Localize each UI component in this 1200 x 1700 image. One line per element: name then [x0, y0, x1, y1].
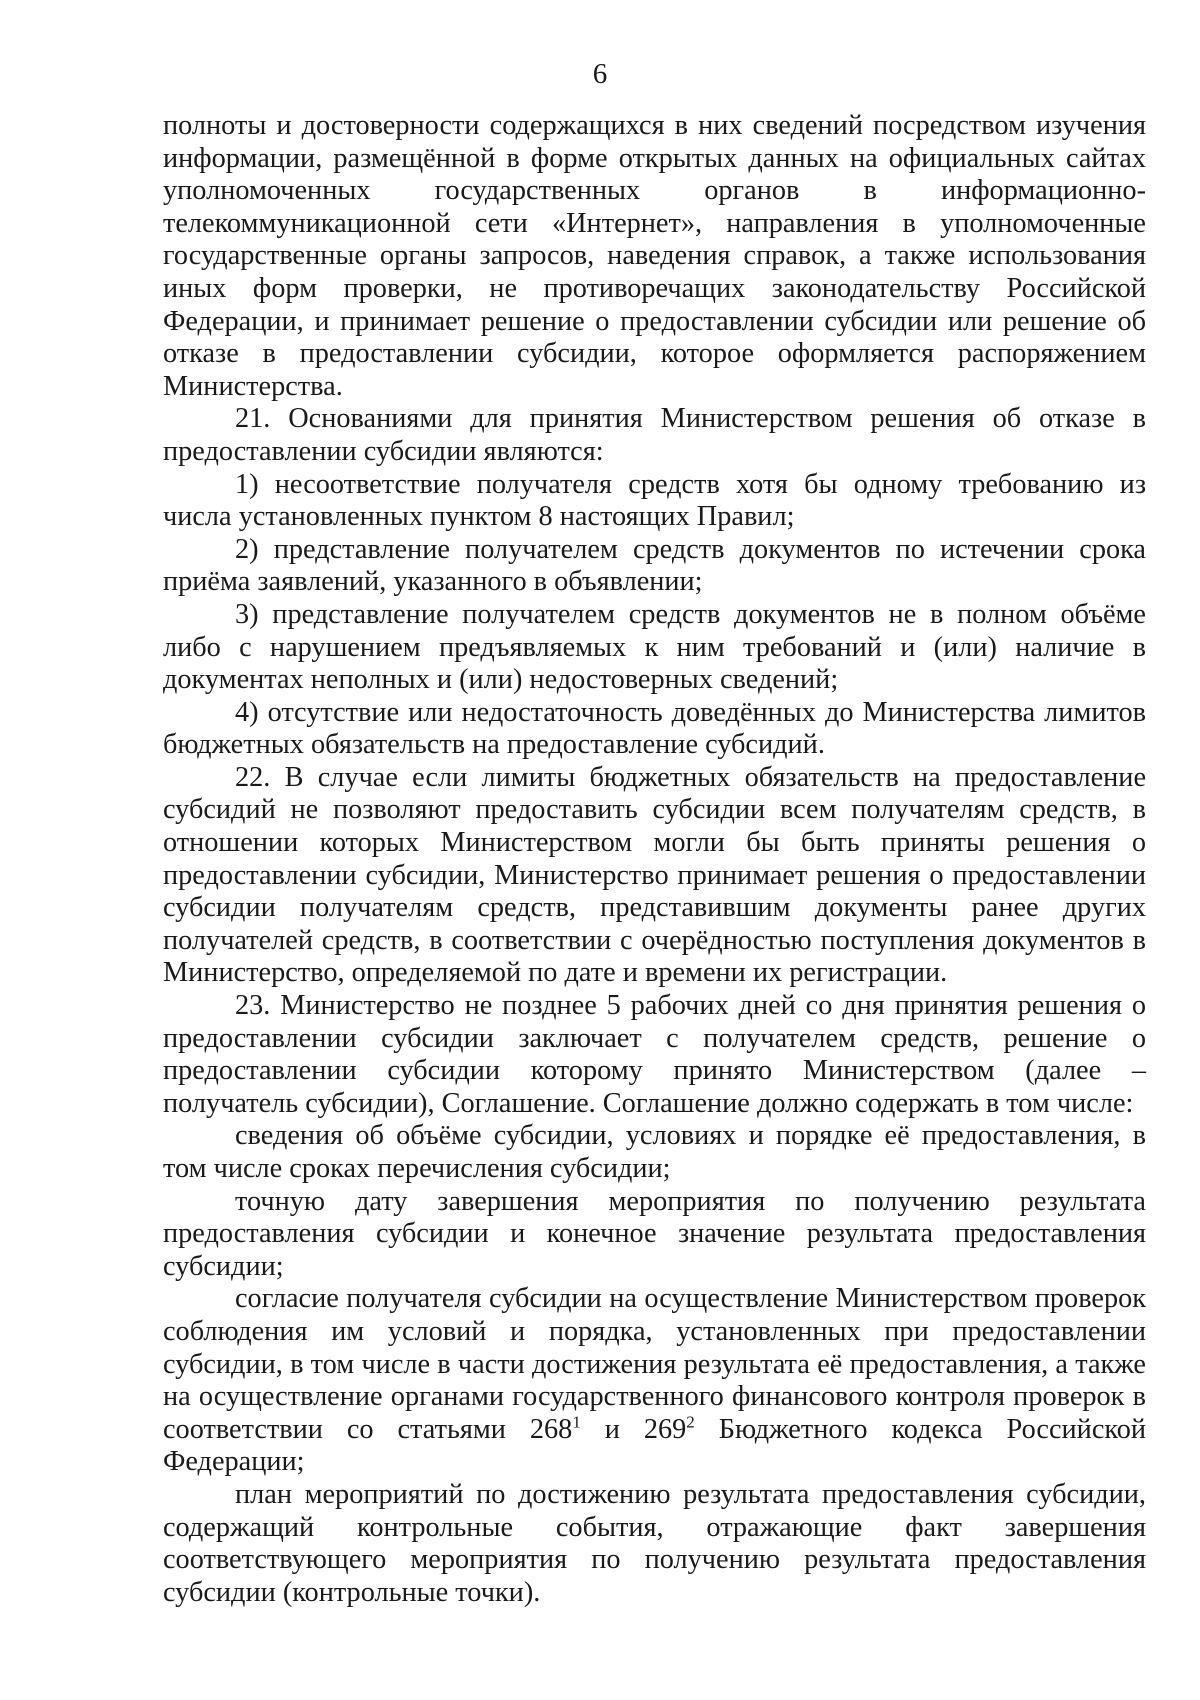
- paragraph-section-22: 22. В случае если лимиты бюджетных обязательств на предоставление субсидий не позволяют предоставить субсидии всем получателям средств, в отношении которых Министерством могли бы быть приняты решения о предоставлении субсидии, Министерство принимает решения о предоставлении субсидии получателям средств, представившим документы ранее других получателей средств, в соответствии с очерёдностью поступления документов в Министерство, определяемой по дате и времени их регистрации.: [163, 761, 1146, 989]
- superscript-2: 2: [686, 1412, 695, 1432]
- paragraph-section-23: 23. Министерство не позднее 5 рабочих дней со дня принятия решения о предоставлении субсидии заключает с получателем средств, решение о предоставлении субсидии которому принято Министерством (далее – получатель субсидии), Соглашение. Соглашение должно содержать в том числе:: [163, 990, 1146, 1119]
- agreement-item-plan: план мероприятий по достижению результата предоставления субсидии, содержащий контрольные события, отражающие факт завершения соответствующего мероприятия по получению результата предоставления субсидии (контрольные точки).: [163, 1478, 1146, 1608]
- consent-text-start: согласие получателя субсидии на осуществление Министерством проверок соблюдения им условий и порядка, установленных при предоставлении субсидии, в том числе в части достижения результата её предоставления, а также на осуществление органами государственного финансового контроля проверок в соответствии со статьями 268: [163, 1283, 1146, 1445]
- superscript-1: 1: [572, 1412, 581, 1432]
- list-item-refusal-2: 2) представление получателем средств документов по истечении срока приёма заявлений, указанного в объявлении;: [163, 533, 1146, 598]
- agreement-item-volume: сведения об объёме субсидии, условиях и порядке её предоставления, в том числе сроках перечисления субсидии;: [163, 1120, 1146, 1184]
- document-body: [163, 110, 1146, 1609]
- paragraph-section-21: 21. Основаниями для принятия Министерством решения об отказе в предоставлении субсидии являются:: [163, 403, 1146, 467]
- list-item-refusal-4: 4) отсутствие или недостаточность доведённых до Министерства лимитов бюджетных обязательств на предоставление субсидий.: [163, 696, 1146, 761]
- list-item-refusal-1: 1) несоответствие получателя средств хотя бы одному требованию из числа установленных пунктом 8 настоящих Правил;: [163, 468, 1146, 533]
- list-item-refusal-3: 3) представление получателем средств документов не в полном объёме либо с нарушением предъявляемых к ним требований и (или) наличие в документах неполных и (или) недостоверных сведений;: [163, 598, 1146, 696]
- consent-text-middle: и 269: [580, 1413, 687, 1445]
- paragraph: полноты и достоверности содержащихся в них сведений посредством изучения информации, размещённой в форме открытых данных на официальных сайтах уполномоченных государственных органов в информационно-телекоммуникационной сети «Интернет», направления в уполномоченные государственные органы запросов, наведения справок, а также использования иных форм проверки, не противоречащих законодательству Российской Федерации, и принимает решение о предоставлении субсидии или решение об отказе в предоставлении субсидии, которое оформляется распоряжением Министерства.: [163, 110, 1146, 402]
- page-number: 6: [592, 58, 608, 90]
- agreement-item-date: точную дату завершения мероприятия по получению результата предоставления субсидии и конечное значение результата предоставления субсидии;: [163, 1185, 1146, 1282]
- consent-text-end: Бюджетного кодекса Российской Федерации;: [163, 1413, 1146, 1478]
- agreement-item-consent: [163, 1283, 1146, 1479]
